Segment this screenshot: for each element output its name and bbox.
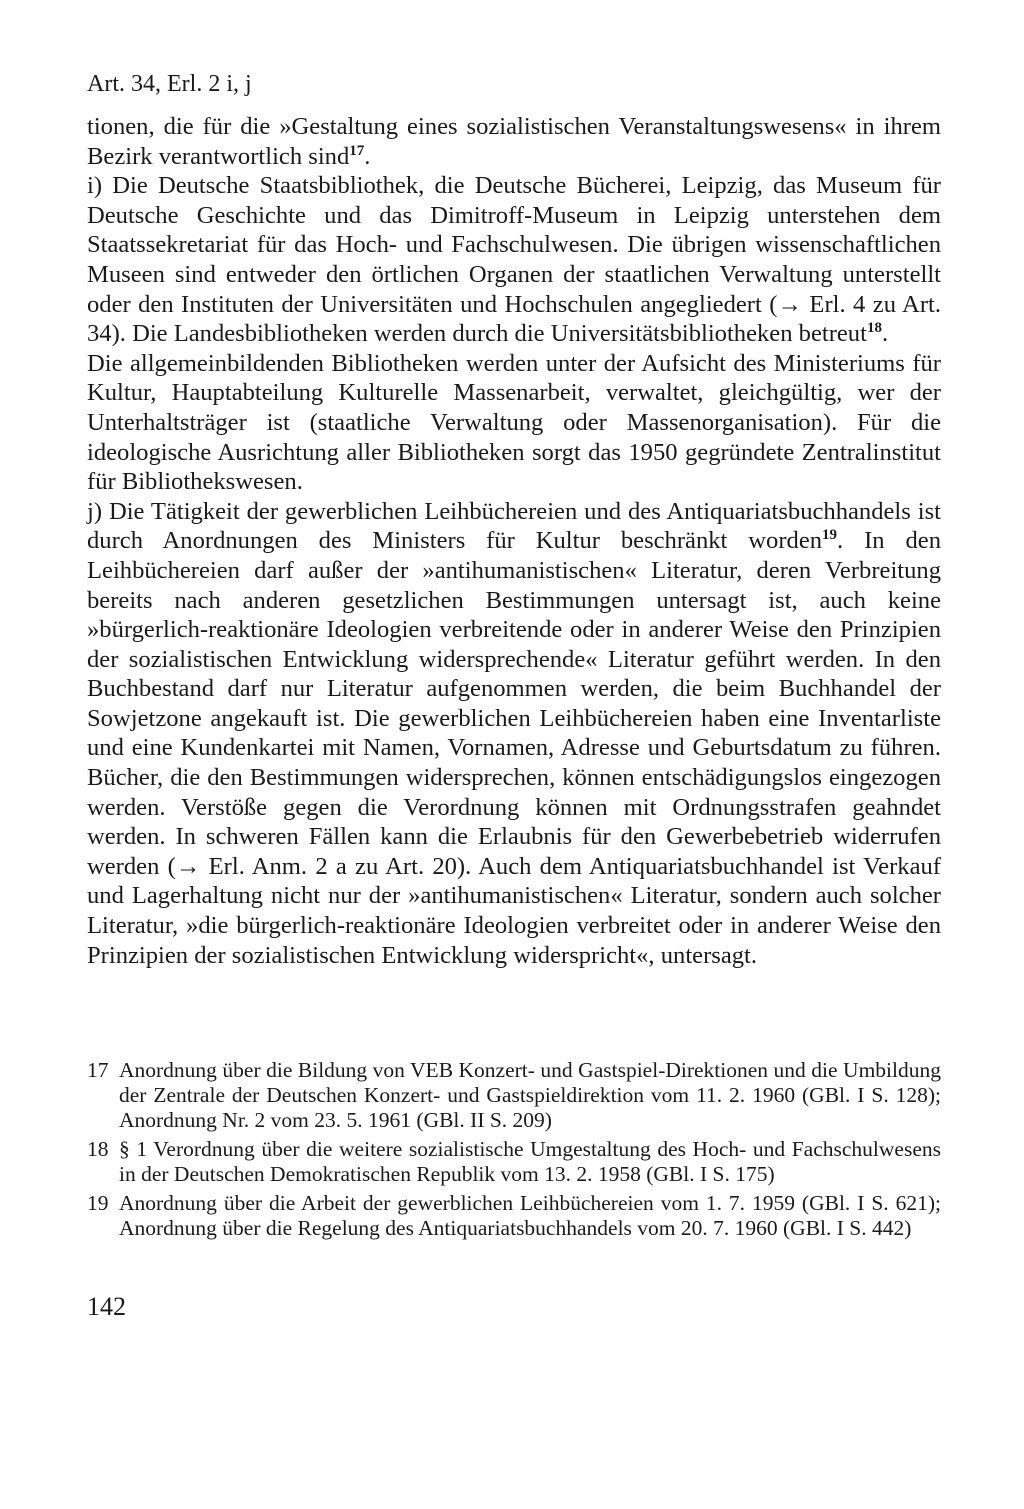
paragraph: i) Die Deutsche Staatsbibliothek, die Deutsche Bücherei, Leipzig, das Museum für Deutsche Geschichte und das Dimitroff-Museum in Leipzig unterstehen dem Staatssekretariat für das Hoch- und Fachschulwesen. Die übrigen wissenschaftlichen Museen sind entweder den örtlichen Organen der staatlichen Verwaltung unterstellt oder den Instituten der Universitäten und Hochschulen angegliedert (→ Erl. 4 zu Art. 34). Die Landesbibliotheken werden durch die Universitätsbibliotheken betreut$^{18}$. [87,172,941,348]
footnote [87,1191,941,1241]
body-text [87,112,941,970]
footnote [87,1137,941,1187]
footnote-text: § 1 Verordnung über die weitere sozialistische Umgestaltung des Hoch- und Fachschulwesens in der Deutschen Demokratischen Republik vom 13. 2. 1958 (GBl. I S. 175) [119,1137,941,1186]
paragraph: tionen, die für die »Gestaltung eines sozialistischen Veranstaltungswesens« in ihrem Bezirk verantwortlich sind$^{17}$. [87,113,941,170]
footnote [87,1058,941,1133]
footnote-text: Anordnung über die Bildung von VEB Konzert- und Gastspiel-Direktionen und die Umbildung der Zentrale der Deutschen Konzert- und Gastspieldirektion vom 11. 2. 1960 (GBl. I S. 128); Anordnung Nr. 2 vom 23. 5. 1961 (GBl. II S. 209) [119,1058,941,1132]
footnote-ref[interactable]: 17 [349,142,365,159]
footnote-number: 19 [87,1191,109,1215]
footnote-number: 18 [87,1137,109,1161]
paragraph: Die allgemeinbildenden Bibliotheken werden unter der Aufsicht des Ministeriums für Kultur, Hauptabteilung Kulturelle Massenarbeit, verwaltet, gleichgültig, wer der Unterhaltsträger ist (staatliche Verwaltung oder Massenorganisation). Für die ideologische Ausrichtung aller Bibliotheken sorgt das 1950 gegründete Zentralinstitut für Bibliothekswesen. [87,349,941,496]
footnote-ref[interactable]: 19 [822,527,838,544]
running-head: Art. 34, Erl. 2 i, j [87,71,252,97]
footnote-text: Anordnung über die Arbeit der gewerblichen Leihbüchereien vom 1. 7. 1959 (GBl. I S. 621); Anordnung über die Regelung des Antiquariatsbuchhandels vom 20. 7. 1960 (GBl. I S. 442) [119,1191,941,1240]
footnote-ref[interactable]: 18 [866,320,882,337]
footnotes [87,1058,941,1245]
footnote-number: 17 [87,1058,109,1082]
paragraph: j) Die Tätigkeit der gewerblichen Leihbüchereien und des Antiquariatsbuchhandels ist durch Anordnungen des Ministers für Kultur beschränkt worden$^{19}$. In den Leihbüchereien darf außer der »antihumanistischen« Literatur, deren Verbreitung bereits nach anderen gesetzlichen Bestimmungen untersagt ist, auch keine »bürgerlich-reaktionäre Ideologien verbreitende oder in anderer Weise den Prinzipien der sozialistischen Entwicklung widersprechende« Literatur geführt werden. In den Buchbestand darf nur Literatur aufgenommen werden, die beim Buchhandel der Sowjetzone angekauft ist. Die gewerblichen Leihbüchereien haben eine Inventarliste und eine Kundenkartei mit Namen, Vornamen, Adresse und Geburtsdatum zu führen. Bücher, die den Bestimmungen widersprechen, können entschädigungslos eingezogen werden. Verstöße gegen die Verordnung können mit Ordnungsstrafen geahndet werden. In schweren Fällen kann die Erlaubnis für den Gewerbebetrieb widerrufen werden (→ Erl. Anm. 2 a zu Art. 20). Auch dem Antiquariatsbuchhandel ist Verkauf und Lagerhaltung nicht nur der »antihumanistischen« Literatur, sondern auch solcher Literatur, »die bürgerlich-reaktionäre Ideologien verbreitet oder in anderer Weise den Prinzipien der sozialistischen Entwicklung widerspricht«, untersagt. [87,497,941,969]
page-number: 142 [87,1292,126,1321]
